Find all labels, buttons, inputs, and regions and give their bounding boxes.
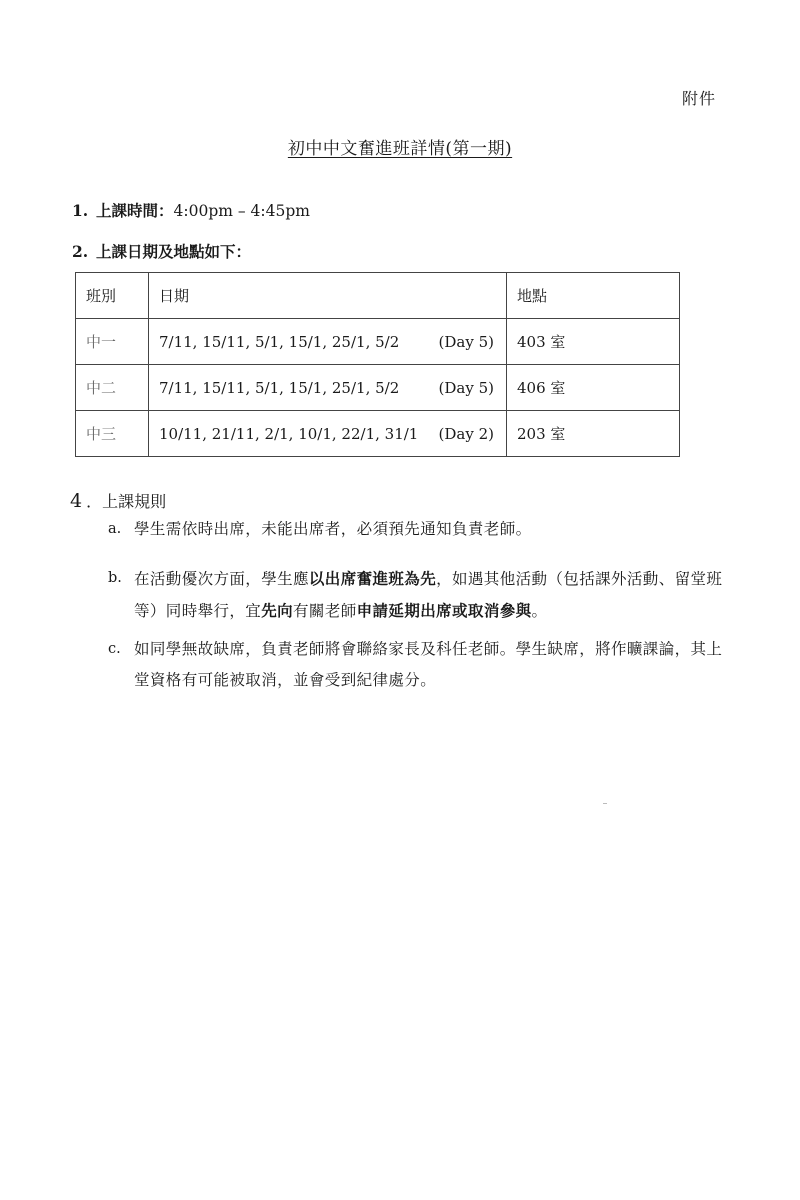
cycle-day: (Day 5)	[438, 332, 494, 351]
item-class-time	[72, 199, 310, 221]
document-title-text: 初中中文奮進班詳情(第一期)	[287, 139, 513, 159]
attachment-label: 附件	[681, 89, 716, 108]
section-separator: ．	[86, 492, 103, 511]
table-row	[76, 365, 680, 411]
header-class: 班別	[76, 273, 149, 319]
rule-a	[108, 514, 723, 545]
dates-text: 7/11, 15/11, 5/1, 15/1, 25/1, 5/2	[159, 332, 400, 351]
table-header-row	[76, 273, 680, 319]
rule-text	[134, 634, 723, 696]
rule-b	[108, 563, 723, 627]
dates-text: 10/11, 21/11, 2/1, 10/1, 22/1, 31/1	[159, 424, 419, 443]
rule-text	[134, 563, 723, 627]
scan-speck	[603, 803, 607, 804]
rule-text-part: 有關老師	[293, 602, 357, 620]
item-label: 上課日期及地點如下：	[96, 242, 252, 261]
rule-text-part: ，如遇其他活動（包括課外活動、留堂班等）同時舉行，宜	[134, 570, 723, 620]
table-row	[76, 411, 680, 457]
cycle-day: (Day 5)	[438, 378, 494, 397]
header-location: 地點	[507, 273, 680, 319]
rule-text-part: 如同學無故缺席，負責老師將會聯絡家長及科任老師。學生缺席，將作曠課論，其上堂資格有可能被取消，並會受到紀律處分。	[134, 640, 723, 689]
table-row	[76, 319, 680, 365]
section-title: 上課規則	[102, 492, 167, 511]
item-class-dates	[72, 240, 251, 262]
item-number: 2.	[72, 242, 89, 261]
rule-text-part: 在活動優次方面，學生應	[134, 570, 309, 588]
rule-text	[134, 514, 723, 545]
rule-text-part: 。	[531, 602, 548, 620]
rule-marker: a.	[108, 521, 122, 537]
rule-marker: b.	[108, 570, 122, 586]
document-title	[0, 134, 800, 159]
item-number: 1.	[72, 201, 89, 220]
rule-text-part: 學生需依時出席，未能出席者，必須預先通知負責老師。	[134, 520, 532, 538]
cell-class: 中一	[76, 319, 149, 365]
class-time-value: 4:00pm – 4:45pm	[173, 202, 310, 220]
rule-marker: c.	[108, 641, 121, 657]
rule-emphasis: 以出席奮進班為先	[308, 569, 437, 588]
dates-text: 7/11, 15/11, 5/1, 15/1, 25/1, 5/2	[159, 378, 400, 397]
section-rules-heading	[70, 489, 166, 512]
cell-dates	[149, 411, 507, 457]
cell-location: 203 室	[507, 411, 680, 457]
cell-dates	[149, 319, 507, 365]
item-label: 上課時間：	[96, 201, 174, 220]
rule-emphasis: 申請延期出席或取消參與	[356, 601, 532, 620]
cell-class: 中二	[76, 365, 149, 411]
rule-c	[108, 634, 723, 696]
cycle-day: (Day 2)	[438, 424, 494, 443]
cell-location: 403 室	[507, 319, 680, 365]
cell-location: 406 室	[507, 365, 680, 411]
cell-class: 中三	[76, 411, 149, 457]
rule-emphasis: 先向	[261, 601, 294, 620]
section-number: 4	[70, 490, 83, 512]
cell-dates	[149, 365, 507, 411]
schedule-table	[75, 272, 680, 457]
header-date: 日期	[149, 273, 507, 319]
